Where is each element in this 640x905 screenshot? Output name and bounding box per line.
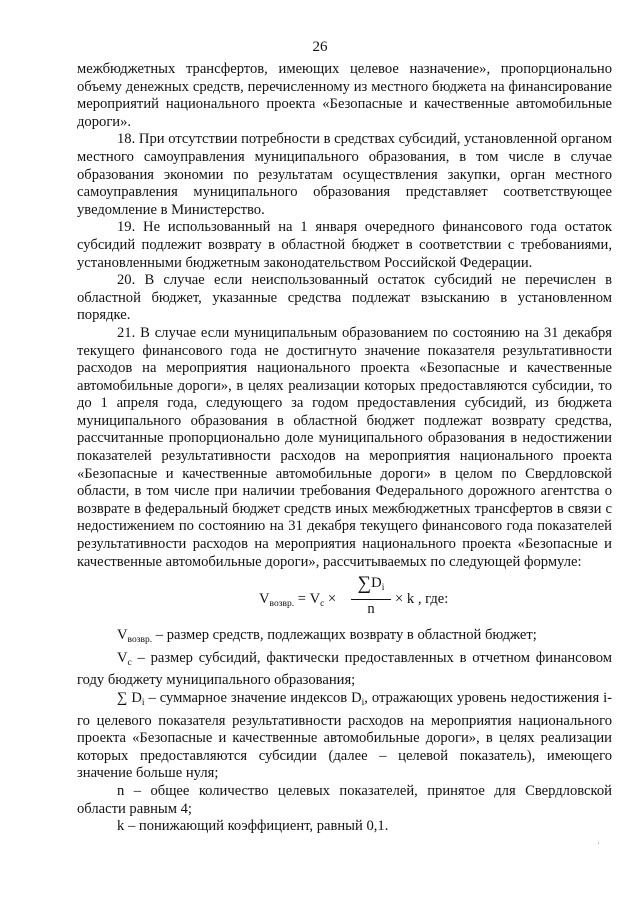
definition-sum-di bbox=[77, 690, 612, 783]
formula-vc-sub: c bbox=[320, 599, 325, 610]
def-sum-text: , отражающих уровень недостижения i-го целевого показателя результативности расходов на мероприятия национального проекта «Безопасные и качественные автомобильные дороги», в целях реализации которых предоставляются субсидии (далее – целевой показатель), имеющего значение больше нуля; bbox=[77, 690, 613, 782]
refund-formula bbox=[77, 573, 612, 627]
definition-v-refund bbox=[77, 627, 612, 650]
paragraph-20: 20. В случае если неиспользованный остаток субсидий не перечислен в областной бюджет, указанные средства подлежат взысканию в установленном порядке. bbox=[77, 272, 612, 324]
paragraph-continuation: межбюджетных трансфертов, имеющих целевое назначение», пропорционально объему денежных средств, перечисленному из местного бюджета на финансирование мероприятий национального проекта «Безопасные и качественные автомобильные дороги». bbox=[77, 61, 612, 130]
def-sum-sub1: i bbox=[141, 698, 145, 708]
definition-vc bbox=[77, 650, 612, 690]
def-sum-sub2: i bbox=[361, 698, 365, 708]
def-vc-symbol: V bbox=[117, 649, 128, 666]
scan-speck bbox=[598, 842, 599, 844]
formula-eq: = bbox=[294, 591, 310, 608]
formula-numerator bbox=[351, 575, 391, 600]
formula-denominator: n bbox=[367, 600, 375, 617]
definition-n: n – общее количество целевых показателей, принятое для Свердловской области равным 4; bbox=[77, 782, 612, 817]
def-v-text: – размер средств, подлежащих возврату в областной бюджет; bbox=[152, 627, 537, 644]
formula-v: V bbox=[259, 591, 270, 608]
paragraph-18: 18. При отсутствии потребности в средствах субсидий, установленной органом местного самоуправления муниципального образования, в том числе в случае образования экономии по результатам осуществления закупки, орган местного самоуправления муниципального образования представляет соответствующее уведомление в Министерство. bbox=[77, 131, 612, 218]
formula-times: × bbox=[324, 591, 337, 608]
formula-v-sub: возвр. bbox=[269, 599, 295, 610]
definition-k: k – понижающий коэффициент, равный 0,1. bbox=[117, 818, 389, 835]
formula-fraction bbox=[351, 575, 391, 618]
formula-d-sub: i bbox=[381, 583, 385, 594]
def-vc-sub: c bbox=[127, 657, 132, 668]
page-number: 26 bbox=[312, 39, 328, 55]
def-vc-text: – размер субсидий, фактически предоставленных в отчетном финансовом году бюджету муниципального образования; bbox=[77, 649, 612, 689]
def-v-sub: возвр. bbox=[127, 635, 153, 646]
formula-vc: V bbox=[309, 591, 321, 608]
formula-left-side bbox=[259, 591, 336, 614]
body-text bbox=[77, 61, 612, 836]
paragraph-21: 21. В случае если муниципальным образованием по состоянию на 31 декабря текущего финансового года не достигнуто значение показателя результативности расходов на мероприятия национального проекта «Безопасные и качественные автомобильные дороги», в целях реализации которых предоставляются субсидии, то до 1 апреля года, следующего за годом предоставления субсидий, из бюджета муниципального образования в областной бюджет подлежат возврату средства, рассчитанные пропорционально доле муниципального образования в недостижении показателей результативности расходов на мероприятия национального проекта «Безопасные и качественные автомобильные дороги» в целом по Свердловской области, в том числе при наличии требования Федерального дорожного агентства о возврате в федеральный бюджет средств иных межбюджетных трансфертов в связи с недостижением по состоянию на 31 декабря текущего финансового года показателей результативности расходов на мероприятия национального проекта «Безопасные и качественные автомобильные дороги», рассчитываемых по следующей формуле: bbox=[77, 324, 612, 570]
formula-d: D bbox=[371, 575, 382, 592]
formula-sigma: ∑ bbox=[357, 573, 372, 595]
formula-tail: × k , где: bbox=[395, 591, 449, 608]
def-v-symbol: V bbox=[117, 627, 128, 644]
def-sum-lead: ∑ D bbox=[117, 690, 142, 706]
def-sum-mid: – суммарное значение индексов D bbox=[144, 690, 362, 706]
paragraph-19: 19. Не использованный на 1 января очередного финансового года остаток субсидий подлежит возврату в областной бюджет в соответствии с требованиями, установленными бюджетным законодательством Российской Федерации. bbox=[77, 219, 612, 271]
